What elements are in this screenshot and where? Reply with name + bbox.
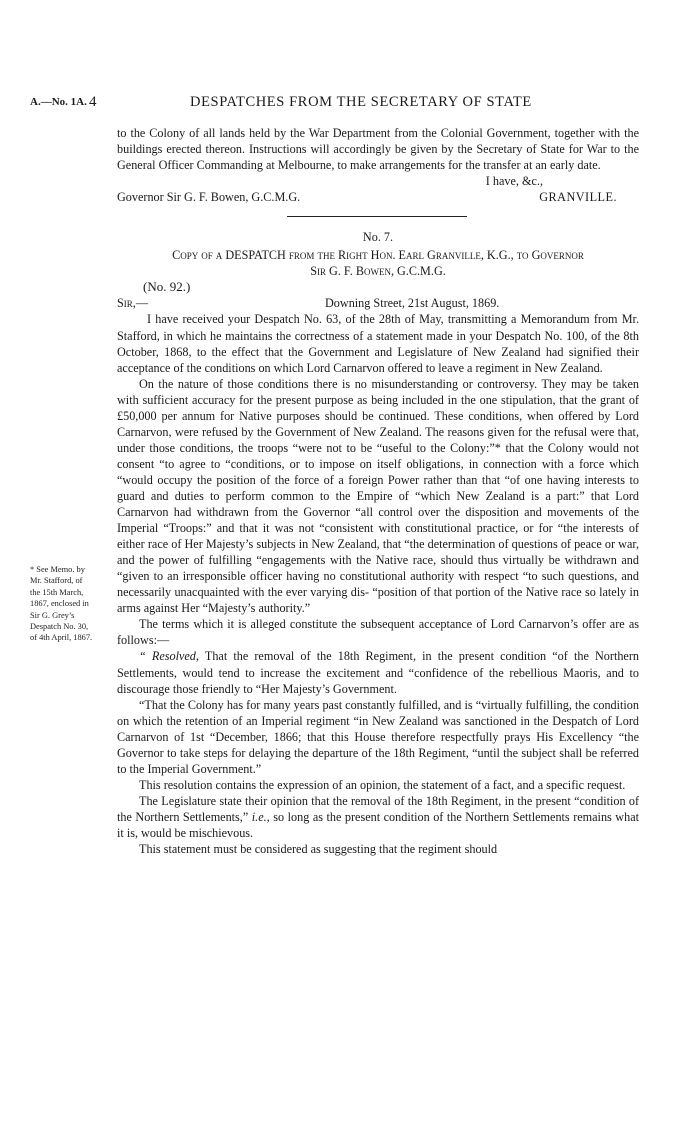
sign-off: I have, &c.,: [485, 174, 543, 189]
despatch-title-line1: Copy of a DESPATCH from the Right Hon. Earl Granville, K.G., to Governor: [172, 248, 584, 263]
paragraph: The terms which it is alleged constitute the subsequent acceptance of Lord Carnarvon’s offer are as follows:—: [117, 617, 639, 648]
margin-note-line: * See Memo. by: [30, 565, 85, 574]
margin-note-line: Despatch No. 30,: [30, 622, 89, 632]
resolution-text: That the removal of the 18th Regiment, in the present condition “of the Northern Settlements, would tend to increase the excitement and “confidence of the rebellious Maoris, and to discourage those friendly to “Her Majesty’s Government.: [117, 649, 639, 696]
margin-note-line: Sir G. Grey’s: [30, 610, 75, 620]
despatch-title-line2: Sir G. F. Bowen, G.C.M.G.: [310, 264, 446, 279]
previous-despatch-closing: to the Colony of all lands held by the War Department from the Colonial Government, together with the buildings erected thereon. Instructions will accordingly be given by the Secretary of State for War to the General Officer Commanding at Melbourne, to make arrangements for the transfer at an early date.: [117, 126, 639, 173]
salutation: Sir,—: [117, 296, 149, 311]
final-paragraph: This statement must be considered as suggesting that the regiment should: [139, 842, 498, 857]
running-title: DESPATCHES FROM THE SECRETARY OF STATE: [190, 94, 532, 110]
despatch-number: No. 7.: [362, 230, 394, 245]
location-date: Downing Street, 21st August, 1869.: [325, 296, 500, 311]
margin-note: [30, 564, 115, 644]
legislature-text-a: The Legislature state their opinion that the removal of the 18th Regiment, in the present “condition of the Northern Settlements,”: [117, 793, 639, 824]
margin-note-line: the 15th March,: [30, 587, 84, 597]
signature: GRANVILLE.: [539, 190, 617, 205]
margin-note-line: Mr. Stafford, of: [30, 576, 83, 586]
page-header: [0, 94, 700, 114]
legislature-text-b: so long as the present condition of the Northern Settlements remains what it is, would be mischievous.: [117, 809, 639, 840]
margin-note-line: of 4th April, 1867.: [30, 633, 93, 643]
paragraph: I have received your Despatch No. 63, of the 28th of May, transmitting a Memorandum from Mr. Stafford, in which he maintains the correctness of a statement made in your Despatch No. 100, of the 8th October, 1868, to the effect that the Government and Legislature of New Zealand had signified their acceptance of the conditions on which Lord Carnarvon offered to leave a regiment in New Zealand.: [117, 312, 639, 375]
page-number: 4: [89, 94, 97, 110]
addressee: Governor Sir G. F. Bowen, G.C.M.G.: [117, 190, 301, 205]
addressee-signature-row: [117, 189, 639, 205]
ie-abbreviation: i.e.,: [251, 809, 270, 824]
section-divider: [117, 205, 639, 229]
salutation-row: [117, 295, 639, 311]
paragraph: On the nature of those conditions there is no misunderstanding or controversy. They may be taken with sufficient accuracy for the present purpose as being included in the one stipulation, that the grant of £50,000 per annum for Native purposes should be continued. These conditions, when offered by Lord Carnarvon, were refused by the Government of New Zealand. The reasons given for the refusal were that, under those conditions, the troops “were not to be “useful to the Colony:”* that the Colony would not consent “to agree to “conditions, or to impose on itself obligations, in connection with a force which “would occupy the position of the force of a foreign Power rather than that “of one having interests to guard and duties to perform common to the Empire of “which New Zealand is a part:” that Lord Carnarvon had withdrawn from the Governor “all control over the disposition and movements of the Imperial “Troops:” and that it was not “consistent with constitutional practice, or for “the interests of either race of Her Majesty’s subjects in New Zealand, that “the determination of questions of peace or war, and the power of fulfilling “engagements with the Native race, should thus virtually be withdrawn and “given to an irresponsible officer having no constitutional authority with respect “to such questions, and necessarily unacquainted with the ever varying dis- “position of that portion of the Native race so lately in arms against Her “Majesty’s authority.”: [117, 376, 639, 616]
document-body: [117, 125, 639, 857]
legislature-paragraph: [117, 793, 639, 841]
parliamentary-paper-ref: A.—No. 1A.: [30, 96, 87, 108]
margin-note-line: 1867, enclosed in: [30, 599, 89, 609]
resolution-paragraph-1: [117, 648, 639, 696]
resolution-paragraph-2: “That the Colony has for many years past constantly fulfilled, and is “virtually fulfilling, the condition on which the retention of an Imperial regiment “in New Zealand was sanctioned in the Despatch of Lord Carnarvon of 1st “December, 1866; that this House therefore respectfully prays His Excellency “the Governor to take steps for delaying the departure of the 18th Regiment, “until the subject shall be referred to the Imperial Government.”: [117, 697, 639, 776]
resolved-word: “ Resolved,: [139, 649, 199, 664]
paragraph: This resolution contains the expression of an opinion, the statement of a fact, and a specific request.: [139, 777, 626, 792]
despatch-ref-number: (No. 92.): [143, 279, 191, 295]
